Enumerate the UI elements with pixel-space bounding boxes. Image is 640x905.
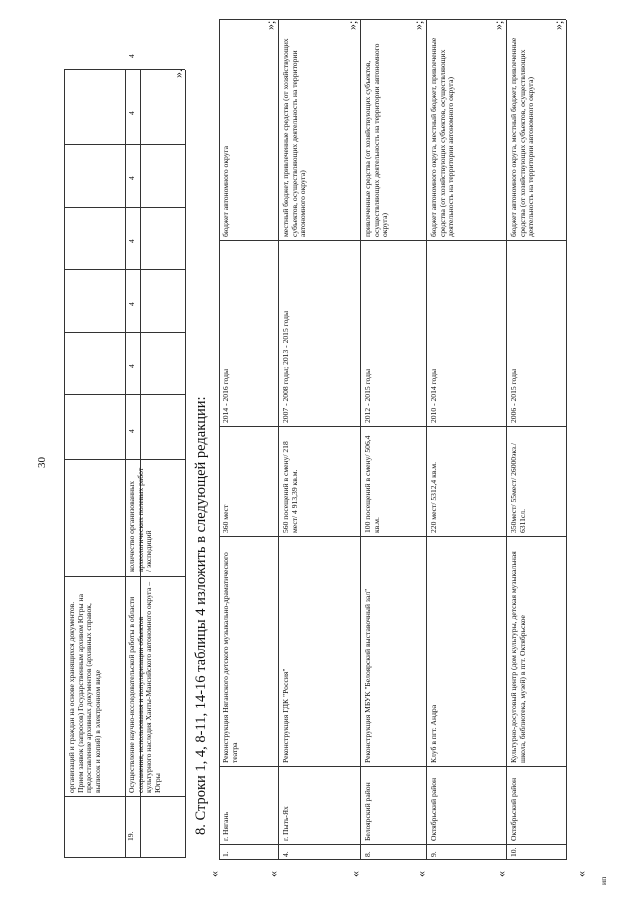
footer-mark: ип	[599, 876, 608, 885]
table-line	[566, 20, 567, 860]
table-line	[185, 70, 186, 858]
row-number: 1.	[221, 851, 230, 857]
row-object: Реконструкция Няганского детского музыкально-драматического театра	[221, 552, 239, 763]
row-number: 4.	[281, 851, 290, 857]
table-line	[64, 576, 185, 577]
row-years: 2012 - 2015 годы	[363, 368, 372, 423]
row-years: 2006 - 2015 годы	[509, 368, 518, 423]
table-line	[64, 796, 185, 797]
row-municipality: Октябрьский район	[429, 777, 438, 841]
row-capacity: 350мест/ 55мест/ 26000экз./ 6311сл.	[509, 443, 527, 533]
table-line	[426, 20, 427, 860]
row-municipality: Белоярский район	[363, 782, 372, 841]
row-capacity: 100 посещений в смену/ 506,4 кв.м.	[363, 435, 381, 533]
table-line	[64, 144, 185, 145]
table-line	[64, 857, 185, 858]
row-19-number: 19.	[126, 831, 135, 841]
row-capacity: 220 мест/ 5312,4 кв.м.	[429, 461, 438, 533]
row-capacity: 560 посещений в смену/ 218 мест/ 4 913,39 кв.м.	[281, 441, 299, 533]
row-capacity: 360 мест	[221, 504, 230, 533]
row-19-value: 4	[127, 54, 136, 58]
row-municipality: Октябрьский район	[509, 777, 518, 841]
table-line	[360, 20, 361, 860]
table-line	[64, 394, 185, 395]
table-line	[64, 207, 185, 208]
row-19-value: 4	[127, 429, 136, 433]
table-line	[219, 859, 278, 860]
open-quote: «	[414, 871, 428, 877]
row-18-text: организаций и граждан на основе хранящихся документов. Прием заявок (запросов) Государственным архивом Югры на предоставление архивных документов (архивных справок, выписок и копий) в электронном виде	[67, 594, 102, 793]
row-object: Реконструкция МБУК "Белоярский выставочный зал"	[363, 588, 372, 763]
page-number: 30	[36, 457, 48, 468]
table-line	[64, 69, 185, 70]
closing-quote: ».	[171, 69, 185, 78]
table-line	[278, 20, 279, 860]
row-19-value: 4	[127, 364, 136, 368]
table-line	[219, 766, 566, 767]
table-line	[506, 859, 566, 860]
row-number: 8.	[363, 851, 372, 857]
open-quote: «	[574, 871, 588, 877]
row-number: 9.	[429, 851, 438, 857]
close-quote: »;	[411, 20, 425, 30]
row-object: Культурно-досуговый центр (дом культуры, детская музыкальная школа, библиотека, музей) в пгт. Октябрьское	[509, 551, 527, 763]
row-funding: бюджет автономного округа	[221, 146, 230, 237]
table-line	[64, 269, 185, 270]
row-years: 2010 - 2014 годы	[429, 368, 438, 423]
close-quote: »;	[551, 20, 565, 30]
table-line	[64, 70, 65, 858]
row-funding: местный бюджет, привлеченные средства (от хозяйствующих субъектов, осуществляющих деятельность на территории автономного округа)	[281, 38, 307, 237]
row-19-value: 4	[127, 302, 136, 306]
row-funding: привлеченные средства (от хозяйствующих субъектов, осуществляющих деятельность на территории автономного округа)	[363, 43, 389, 237]
row-19-value: 4	[127, 111, 136, 115]
row-years: 2014 - 2016 годы	[221, 368, 230, 423]
row-19-value: 4	[127, 239, 136, 243]
table-line	[506, 20, 507, 860]
table-line	[125, 70, 126, 858]
table-line	[219, 844, 566, 845]
open-quote: «	[494, 871, 508, 877]
row-object: Реконструкция ГДК "Россия"	[281, 668, 290, 763]
row-19-indicator: количество организованных археологических полевых работ / экспедиций	[127, 467, 153, 572]
row-funding: бюджет автономного округа, местный бюджет, привлеченные средства (от хозяйствующих субъектов, осуществляющих деятельность на территории автономного округа)	[509, 37, 535, 237]
table-line	[426, 859, 506, 860]
row-funding: бюджет автономного округа, местный бюджет, привлеченные средства (от хозяйствующих субъектов, осуществляющих деятельность на территории автономного округа)	[429, 37, 455, 237]
row-19-value: 4	[127, 176, 136, 180]
row-municipality: г. Нягань	[221, 811, 230, 841]
row-municipality: г. Пыть-Ях	[281, 806, 290, 841]
table-line	[278, 859, 360, 860]
table-line	[219, 240, 566, 241]
table-line	[219, 20, 220, 860]
row-years: 2007 - 2008 годы; 2013 - 2015 годы	[281, 310, 290, 423]
table-line	[219, 536, 566, 537]
table-line	[360, 859, 426, 860]
table-line	[64, 459, 185, 460]
row-object: Клуб в пгт. Андра	[429, 704, 438, 763]
open-quote: «	[207, 871, 221, 877]
section-heading: 8. Строки 1, 4, 8-11, 14-16 таблицы 4 изложить в следующей редакции:	[193, 396, 209, 835]
table-line	[64, 332, 185, 333]
open-quote: «	[348, 871, 362, 877]
row-19-text: Осуществление научно-исследовательской работы в области сохранения, использования и популяризации объектов культурного наследия Ханты-Мансийского автономного округа – Югры	[127, 581, 162, 793]
table-line	[219, 426, 566, 427]
close-quote: »;	[345, 20, 359, 30]
close-quote: »;	[491, 20, 505, 30]
row-number: 10.	[509, 847, 518, 857]
close-quote: »;	[263, 20, 277, 30]
open-quote: «	[266, 871, 280, 877]
